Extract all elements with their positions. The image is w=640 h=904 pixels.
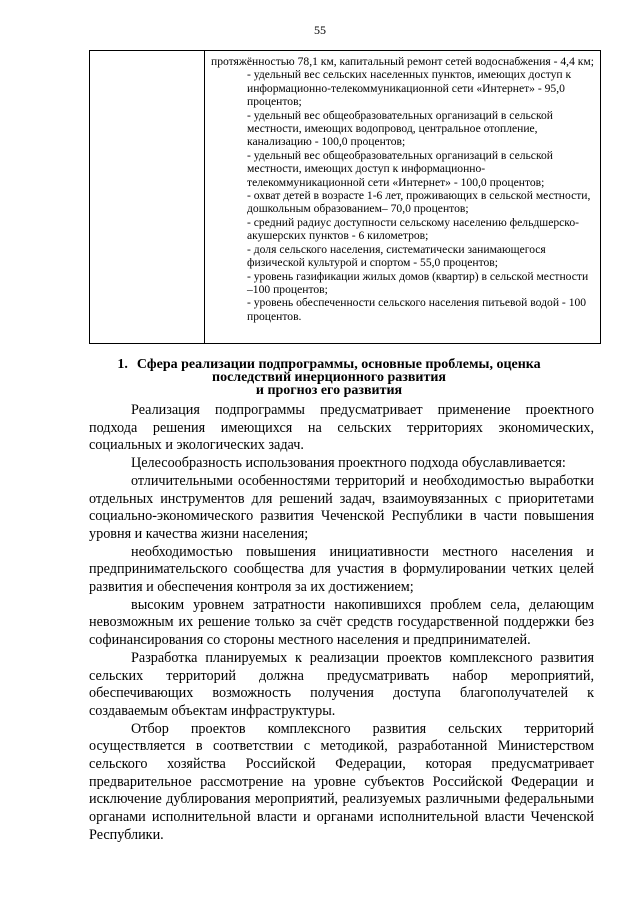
paragraph: Разработка планируемых к реализации проектов комплексного развития сельских территорий должна предусматривать набор мероприятий, обеспечивающих возможность получения доступа благополучателей к создаваемым объектам инфраструктуры. — [89, 649, 594, 719]
table-left-column — [90, 51, 205, 343]
section-title-line2: последствий инерционного развития — [212, 370, 446, 385]
paragraph: Реализация подпрограммы предусматривает применение проектного подхода решения имеющихся на сельских территориях экономических, социальных и экологических задач. — [89, 402, 594, 454]
page-number: 55 — [314, 23, 326, 37]
paragraph: высоким уровнем затратности накопившихся проблем села, делающим невозможным их решение только за счёт средств государственной поддержки без софинансирования со стороны местного населения и предпринимателей. — [89, 596, 594, 649]
table-line: протяжённостью 78,1 км, капитальный ремонт сетей водоснабжения - 4,4 км; — [211, 55, 594, 68]
table-line: - уровень обеспеченности сельского населения питьевой водой - 100 процентов. — [247, 296, 587, 323]
indicators-table — [89, 50, 601, 344]
section-heading — [104, 358, 554, 397]
section-title-line1: Сфера реализации подпрограммы, основные проблемы, оценка — [136, 357, 541, 372]
table-line: - уровень газификации жилых домов (квартир) в сельской местности –100 процентов; — [247, 269, 589, 296]
section-number: 1. — [117, 357, 128, 372]
table-line: - удельный вес общеобразовательных организаций в сельской местности, имеющих доступ к информационно-телекоммуникационной сети «Интернет» - 100,0 процентов; — [247, 148, 553, 189]
paragraph: Целесообразность использования проектного подхода обуславливается: — [131, 455, 566, 472]
section-title-line3: и прогноз его развития — [255, 383, 403, 398]
table-line: - доля сельского населения, систематически занимающегося физической культурой и спортом - 55,0 процентов; — [247, 242, 546, 270]
body-text — [89, 402, 594, 845]
table-right-column — [211, 55, 595, 323]
table-line: - удельный вес общеобразовательных организаций в сельской местности, имеющих водопровод, центральное отопление, канализацию - 100,0 процентов; — [247, 108, 553, 149]
paragraph: Отбор проектов комплексного развития сельских территорий осуществляется в соответствии с методикой, разработанной Министерством сельского хозяйства Российской Федерации, которая предусматривает предварительное рассмотрение на уровне субъектов Российской Федерации и исключение дублирования мероприятий, реализуемых различными федеральными органами исполнительной власти и органами исполнительной власти Чеченской Республики. — [89, 720, 594, 843]
table-line: - средний радиус доступности сельскому населению фельдшерско-акушерских пунктов - 6 километров; — [247, 215, 579, 243]
paragraph: отличительными особенностями территорий и необходимостью выработки отдельных инструментов для решений задач, взаимоувязанных с приоритетами социально-экономического развития Чеченской Республики в части повышения уровня и качества жизни населения; — [89, 472, 594, 542]
table-line: - охват детей в возрасте 1-6 лет, проживающих в сельской местности, дошкольным образованием– 70,0 процентов; — [247, 189, 591, 216]
paragraph: необходимостью повышения инициативности местного населения и предпринимательского сообщества для участия в формулировании четких целей развития и обеспечения контроля за их достижением; — [89, 543, 594, 596]
table-line: - удельный вес сельских населенных пунктов, имеющих доступ к информационно-телекоммуникационной сети «Интернет» - 95,0 процентов; — [247, 68, 572, 109]
